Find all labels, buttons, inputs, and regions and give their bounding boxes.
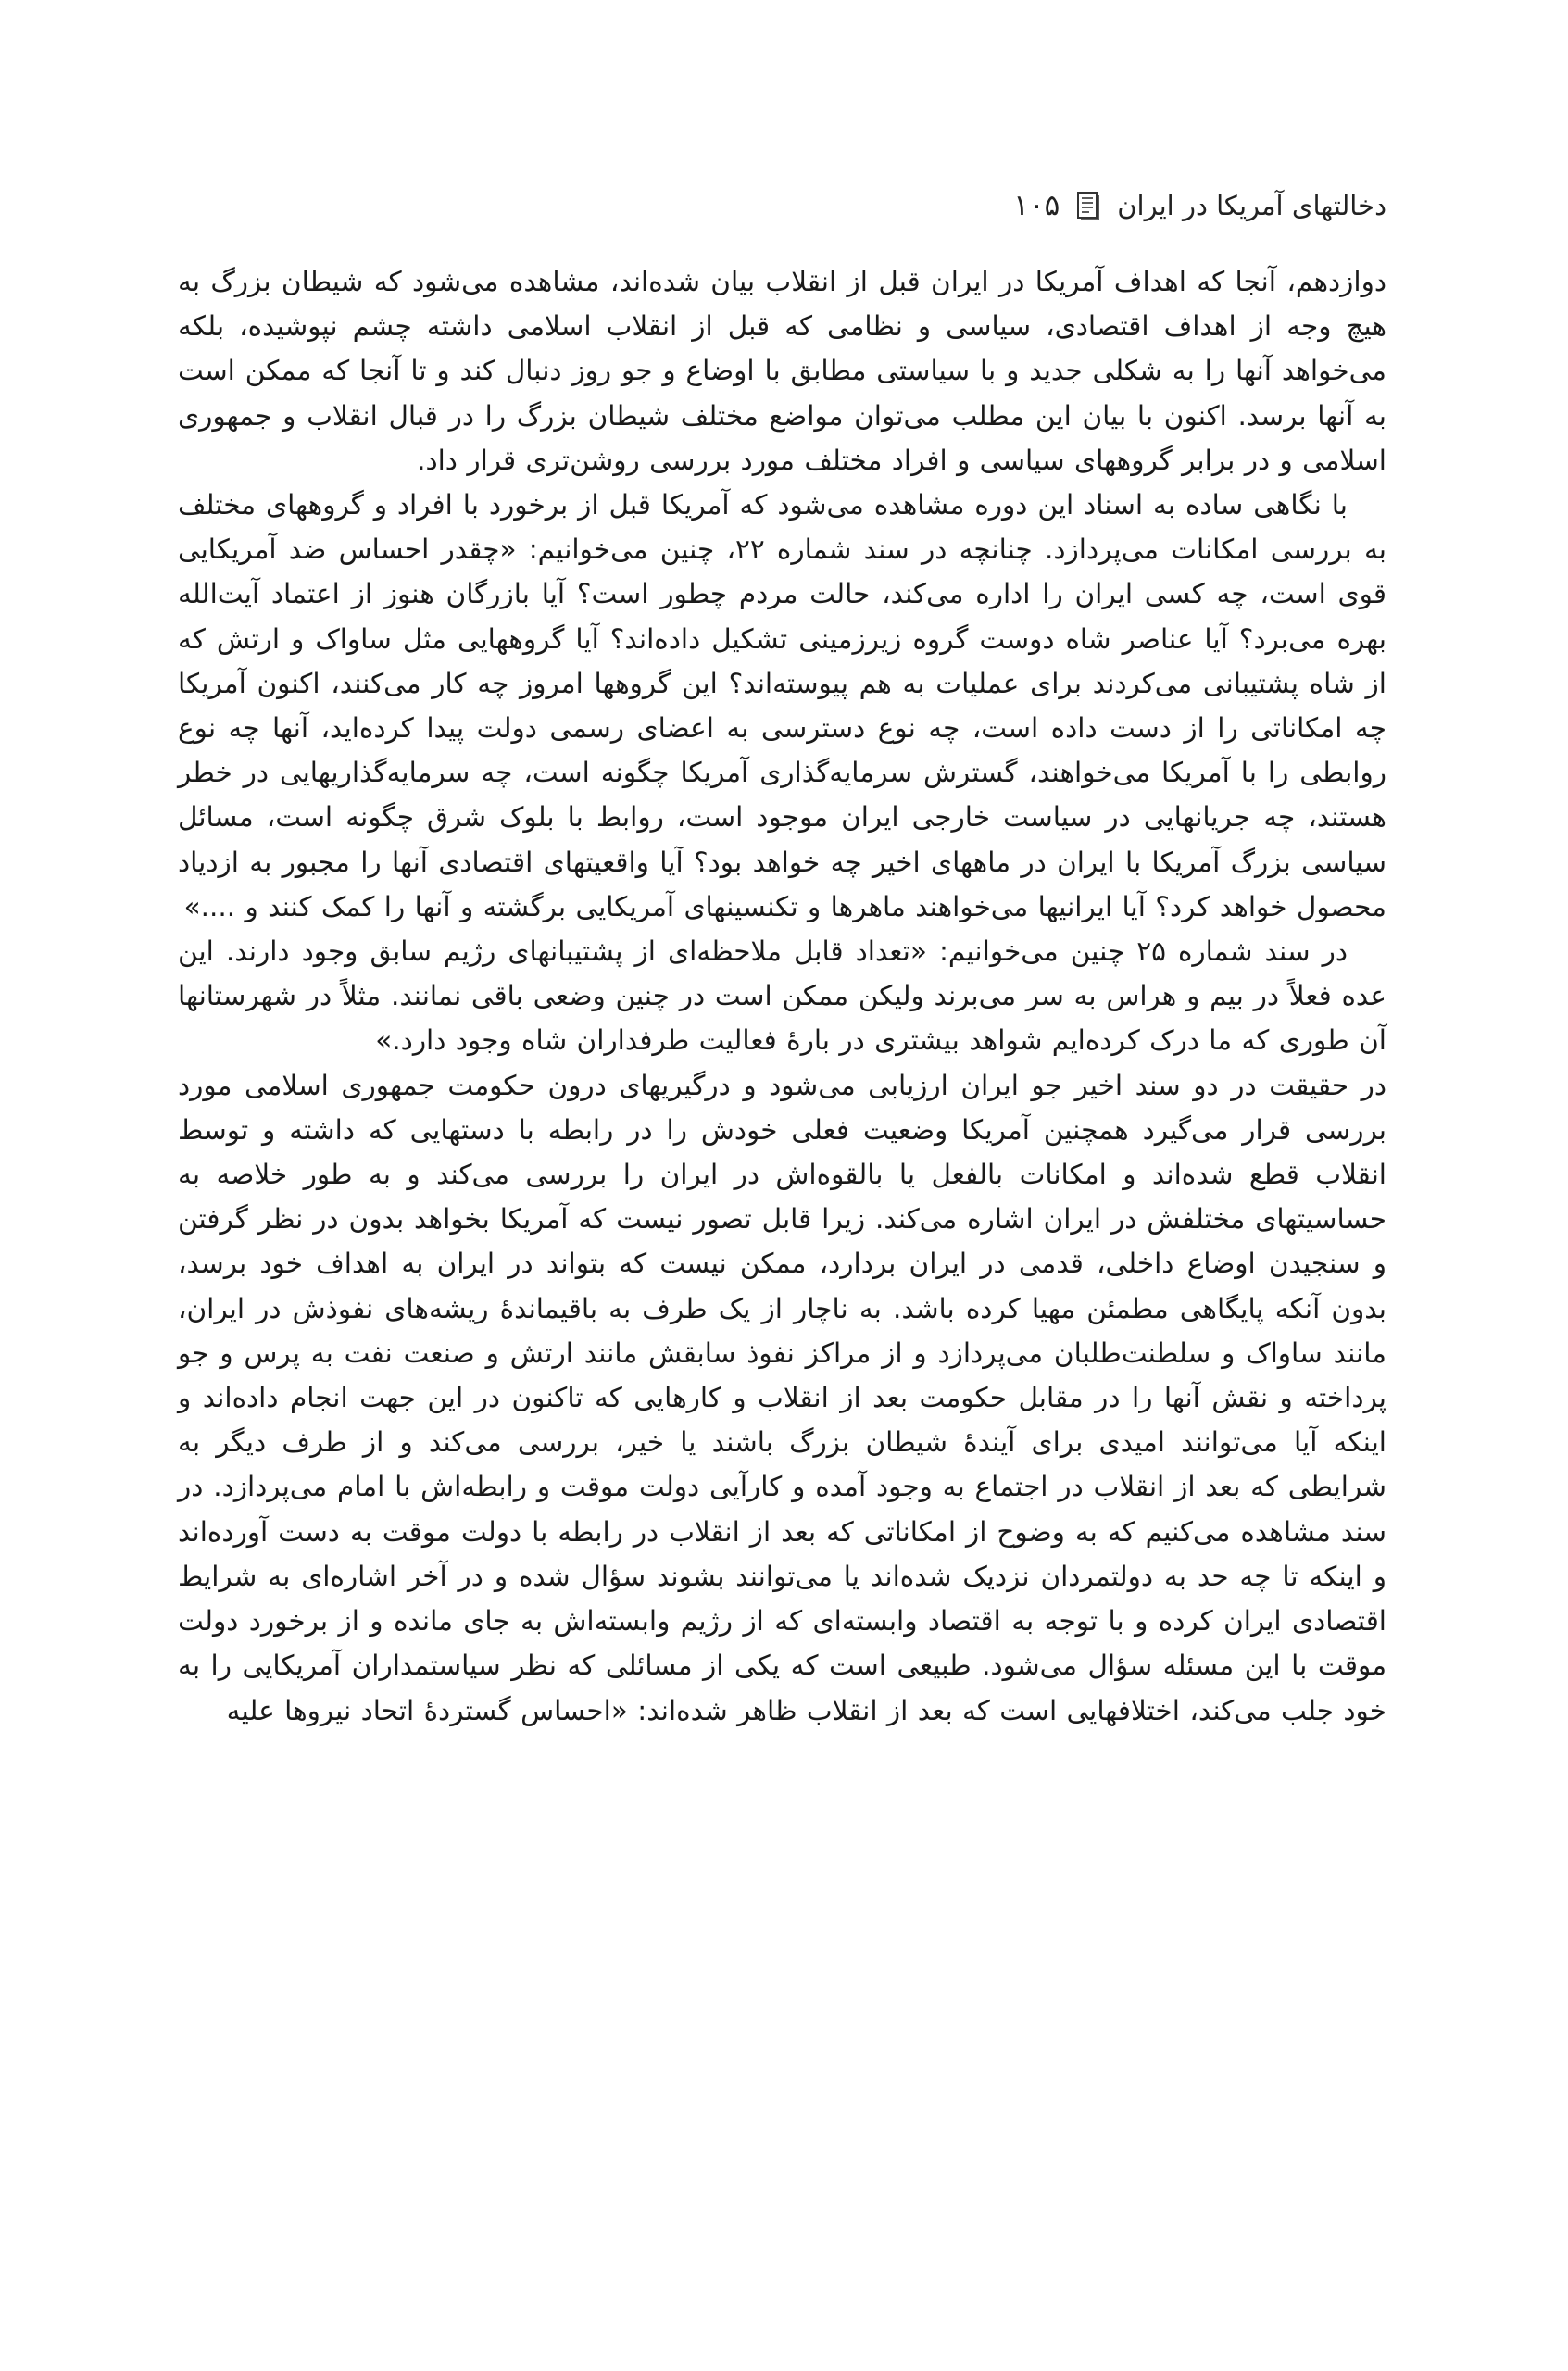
- running-title: دخالتهای آمریکا در ایران: [1117, 190, 1386, 221]
- running-head: [1013, 185, 1386, 226]
- book-icon: [1076, 191, 1100, 220]
- paragraph: در سند شماره ۲۵ چنین می‌خوانیم: «تعداد قابل ملاحظه‌ای از پشتیبانهای رژیم سابق وجود دارند. این عده فعلاً در بیم و هراس به سر می‌برند ولیکن ممکن است در چنین وضعی باقی نمانند. مثلاً در شهرستانها آن طوری که ما درک کرده‌ایم شواهد بیشتری در بارهٔ فعالیت طرفداران شاه وجود دارد.»: [178, 935, 1386, 1057]
- paragraph: دوازدهم، آنجا که اهداف آمریکا در ایران قبل از انقلاب بیان شده‌اند، مشاهده می‌شود که شیطان بزرگ به هیچ وجه از اهداف اقتصادی، سیاسی و نظامی که قبل از انقلاب اسلامی داشته چشم نپوشیده، بلکه می‌خواهد آنها را به شکلی جدید و با سیاستی مطابق با اوضاع و جو روز دنبال کند و تا آنجا که ممکن است به آنها برسد. اکنون با بیان این مطلب می‌توان مواضع مختلف شیطان بزرگ را در قبال انقلاب و جمهوری اسلامی و در برابر گروههای سیاسی و افراد مختلف مورد بررسی روشن‌تری قرار داد.: [178, 266, 1386, 476]
- paragraph: با نگاهی ساده به اسناد این دوره مشاهده می‌شود که آمریکا قبل از برخورد با افراد و گروههای مختلف به بررسی امکانات می‌پردازد. چنانچه در سند شماره ۲۲، چنین می‌خوانیم: «چقدر احساس ضد آمریکایی قوی است، چه کسی ایران را اداره می‌کند، حالت مردم چطور است؟ آیا بازرگان هنوز از اعتماد آیت‌الله بهره می‌برد؟ آیا عناصر شاه دوست گروه زیرزمینی تشکیل داده‌اند؟ آیا گروههایی مثل ساواک و ارتش که از شاه پشتیبانی می‌کردند برای عملیات به هم پیوسته‌اند؟ این گروهها امروز چه کار می‌کنند، اکنون آمریکا چه امکاناتی را از دست داده است، چه نوع دسترسی به اعضای رسمی دولت پیدا کرده‌اید، آنها چه نوع روابطی را با آمریکا می‌خواهند، گسترش سرمایه‌گذاری آمریکا چگونه است، چه سرمایه‌گذاریهایی در خطر هستند، چه جریانهایی در سیاست خارجی ایران موجود است، روابط با بلوک شرق چگونه است، مسائل سیاسی بزرگ آمریکا با ایران در ماههای اخیر چه خواهد بود؟ آیا واقعیتهای اقتصادی آنها را مجبور به ازدیاد محصول خواهد کرد؟ آیا ایرانیها می‌خواهند ماهرها و تکنسینهای آمریکایی برگشته و آنها را کمک کنند و ....»: [178, 489, 1386, 922]
- body-text: [178, 259, 1386, 1733]
- page-number: ۱۰۵: [1013, 189, 1060, 222]
- paragraph: در حقیقت در دو سند اخیر جو ایران ارزیابی می‌شود و درگیریهای درون حکومت جمهوری اسلامی مورد بررسی قرار می‌گیرد همچنین آمریکا وضعیت فعلی خودش را در رابطه با دستهایی که داشته و توسط انقلاب قطع شده‌اند و امکانات بالفعل یا بالقوه‌اش در ایران را بررسی می‌کند و به طور خلاصه به حساسیتهای مختلفش در ایران اشاره می‌کند. زیرا قابل تصور نیست که آمریکا بخواهد بدون در نظر گرفتن و سنجیدن اوضاع داخلی، قدمی در ایران بردارد، ممکن نیست که بتواند در ایران به اهداف خود برسد، بدون آنکه پایگاهی مطمئن مهیا کرده باشد. به ناچار از یک طرف به باقیماندهٔ ریشه‌های نفوذش در ایران، مانند ساواک و سلطنت‌طلبان می‌پردازد و از مراکز نفوذ سابقش مانند ارتش و صنعت نفت به پرس و جو پرداخته و نقش آنها را در مقابل حکومت بعد از انقلاب و کارهایی که تاکنون در این جهت انجام داده‌اند و اینکه آیا می‌توانند امیدی برای آیندهٔ شیطان بزرگ باشند یا خیر، بررسی می‌کند و از طرف دیگر به شرایطی که بعد از انقلاب در اجتماع به وجود آمده و کارآیی دولت موقت و رابطه‌اش با امام می‌پردازد. در سند مشاهده می‌کنیم که به وضوح از امکاناتی که بعد از انقلاب در رابطه با دولت موقت به دست آورده‌اند و اینکه تا چه حد به دولتمردان نزدیک شده‌اند یا می‌توانند بشوند سؤال شده و در آخر اشاره‌ای به شرایط اقتصادی ایران کرده و با توجه به اقتصاد وابسته‌ای که از رژیم وابسته‌اش به جای مانده و از برخورد دولت موقت با این مسئله سؤال می‌شود. طبیعی است که یکی از مسائلی که نظر سیاستمداران آمریکایی را به خود جلب می‌کند، اختلافهایی است که بعد از انقلاب ظاهر شده‌اند: «احساس گستردهٔ اتحاد نیروها علیه: [178, 1069, 1386, 1726]
